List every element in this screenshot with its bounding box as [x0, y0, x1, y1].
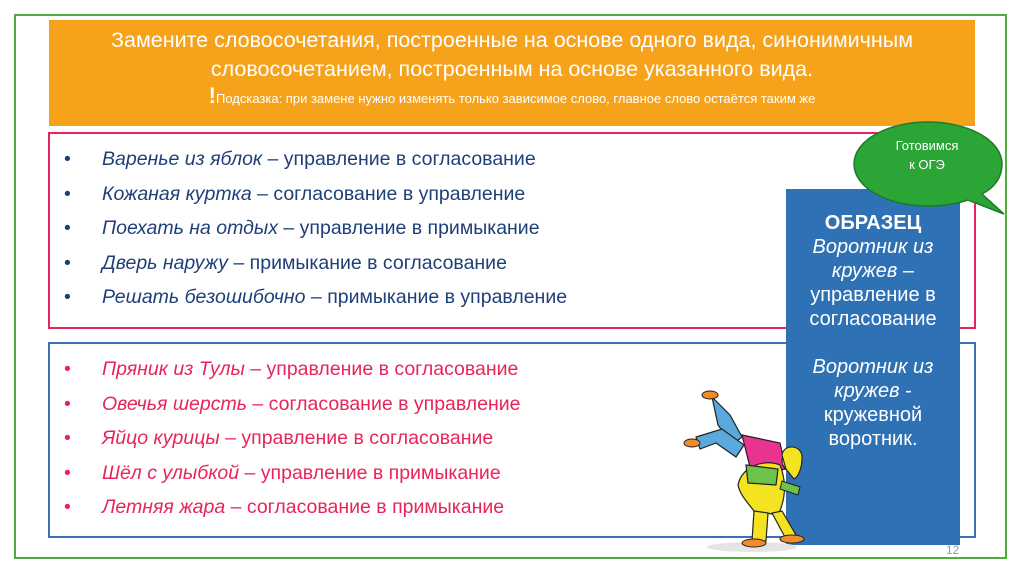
transform: – управление в примыкание [239, 461, 501, 484]
phrase: Решать безошибочно [102, 286, 306, 308]
list-item [50, 246, 567, 281]
bullet: • [64, 427, 71, 449]
illustration-people-icon [682, 385, 812, 555]
wrestling-figures-illustration [682, 385, 812, 555]
bullet: • [64, 358, 71, 380]
bullet: • [64, 461, 71, 484]
phrase: Кожаная куртка [102, 182, 252, 205]
task-line-1: Замените словосочетания, построенные на основе одного вида, синонимичным [111, 28, 913, 52]
phrase: Поехать на отдых [102, 217, 278, 239]
phrase: Шёл с улыбкой [102, 461, 240, 484]
list-item [50, 421, 521, 456]
hint-text: Подсказка: при замене нужно изменять только зависимое слово, главное слово остаётся таким же [215, 91, 816, 106]
list-item [50, 142, 567, 177]
sample-example-1 [786, 235, 960, 331]
sample-example-2 [786, 355, 960, 451]
transform: – управление в согласование [262, 148, 536, 170]
exclamation-mark: ! [208, 83, 216, 108]
phrase: Летняя жара [102, 496, 226, 518]
transform: – согласование в управление [246, 392, 521, 415]
bubble-text [868, 136, 986, 174]
transform: – примыкание в согласование [227, 251, 507, 274]
transform: – управление в примыкание [278, 217, 540, 239]
sample-result: - кружевной воротник. [823, 380, 923, 450]
speech-bubble [850, 118, 1006, 218]
phrase: Овечья шерсть [102, 392, 247, 415]
exercise-list-2 [50, 352, 521, 525]
list-item [50, 352, 521, 387]
bullet: • [64, 251, 71, 274]
transform: – согласование в примыкание [225, 496, 505, 518]
list-item [50, 177, 567, 212]
transform: – управление в согласование [219, 427, 494, 449]
sample-panel [786, 189, 960, 545]
list-item [50, 490, 521, 525]
phrase: Дверь наружу [102, 251, 228, 274]
list-item [50, 387, 521, 422]
bullet: • [64, 496, 71, 518]
page-number: 12 [946, 543, 960, 557]
bubble-line-1: Готовимся [895, 138, 959, 153]
bullet: • [64, 217, 71, 239]
transform: – согласование в управление [251, 182, 526, 205]
task-header [49, 20, 975, 126]
phrase: Пряник из Тулы [102, 358, 245, 380]
list-item [50, 280, 567, 315]
sample-phrase: Воротник из кружев [812, 236, 934, 282]
hint [49, 85, 975, 110]
sample-transform: – управление в согласование [809, 260, 937, 330]
list-item [50, 456, 521, 491]
bullet: • [64, 182, 71, 205]
sample-title: ОБРАЗЕЦ [824, 212, 922, 234]
task-line-2: словосочетанием, построенным на основе указанного вида. [210, 57, 814, 81]
bullet: • [64, 286, 71, 308]
transform: – примыкание в управление [305, 286, 568, 308]
list-item [50, 211, 567, 246]
phrase: Варенье из яблок [102, 148, 263, 170]
sample-phrase: Воротник из кружев [812, 356, 934, 402]
phrase: Яйцо курицы [102, 427, 220, 449]
bullet: • [64, 392, 71, 415]
transform: – управление в согласование [244, 358, 519, 380]
bullet: • [64, 148, 71, 170]
exercise-list-1 [50, 142, 567, 315]
bubble-line-2: к ОГЭ [909, 157, 945, 172]
